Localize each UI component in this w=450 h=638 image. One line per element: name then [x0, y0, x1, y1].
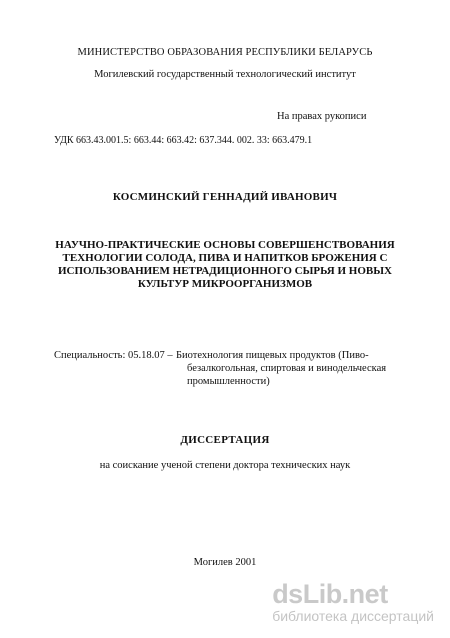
dissertation-title [0, 239, 450, 291]
watermark-logo: dsLib.net [272, 579, 388, 609]
manuscript-note: На правах рукописи [277, 111, 367, 122]
title-line: ТЕХНОЛОГИИ СОЛОДА, ПИВА И НАПИТКОВ БРОЖЕНИЯ С [62, 252, 388, 264]
author-name: КОСМИНСКИЙ ГЕННАДИЙ ИВАНОВИЧ [112, 191, 338, 203]
title-line: КУЛЬТУР МИКРООРГАНИЗМОВ [137, 278, 313, 290]
document-type: ДИССЕРТАЦИЯ [180, 434, 270, 446]
specialty-line: безалкогольная, спиртовая и винодельческая [187, 363, 387, 374]
specialty-line: промышленности) [187, 376, 270, 387]
title-line: ИСПОЛЬЗОВАНИЕМ НЕТРАДИЦИОННОГО СЫРЬЯ И НОВЫХ [58, 265, 392, 277]
watermark-subtitle: библиотека диссертаций [272, 608, 434, 624]
ministry-heading: МИНИСТЕРСТВО ОБРАЗОВАНИЯ РЕСПУБЛИКИ БЕЛАРУСЬ [77, 47, 373, 58]
watermark [272, 580, 434, 624]
udc-code: УДК 663.43.001.5: 663.44: 663.42: 637.344. 002. 33: 663.479.1 [54, 135, 313, 146]
degree-line: на соискание ученой степени доктора технических наук [99, 460, 351, 471]
institute-name: Могилевский государственный технологический институт [94, 69, 356, 80]
specialty-line: Биотехнология пищевых продуктов (Пиво- [176, 350, 369, 361]
specialty-label: Специальность: 05.18.07 – [54, 350, 173, 361]
title-line: НАУЧНО-ПРАКТИЧЕСКИЕ ОСНОВЫ СОВЕРШЕНСТВОВАНИЯ [55, 239, 395, 251]
city-year: Могилев 2001 [193, 557, 257, 568]
specialty-description [176, 349, 386, 388]
